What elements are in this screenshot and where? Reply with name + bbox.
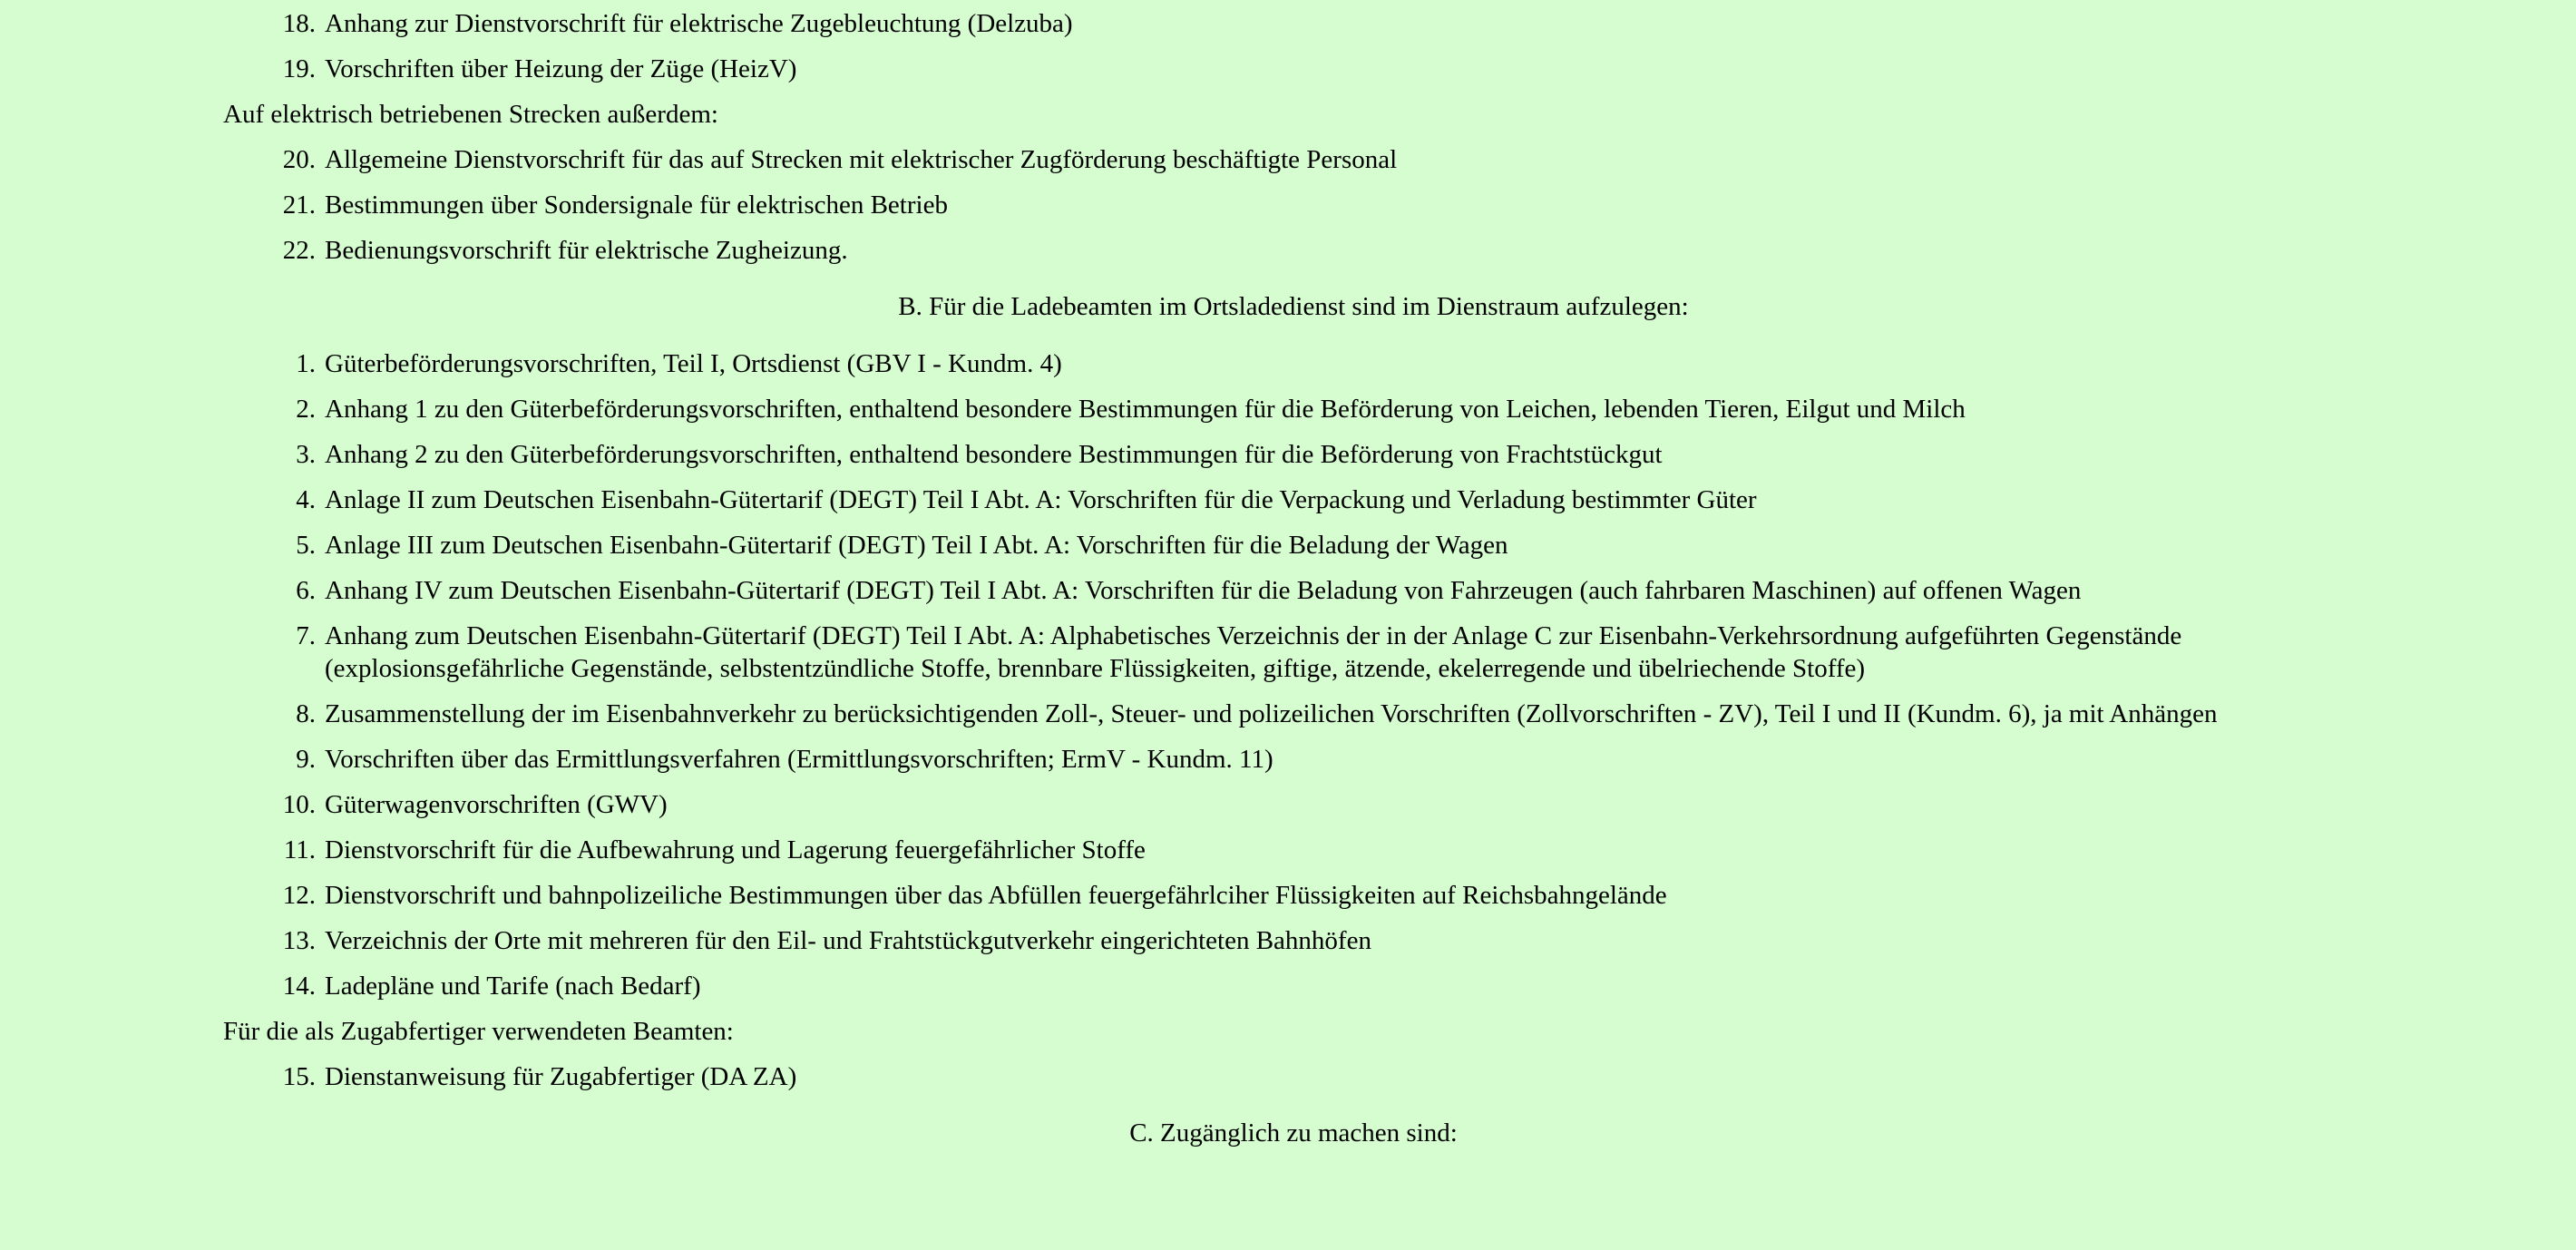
list-item-text: Anhang IV zum Deutschen Eisenbahn-Gütertarif (DEGT) Teil I Abt. A: Vorschriften für die Beladung von Fahrzeugen (auch fahrbaren Maschinen) auf offenen Wagen xyxy=(325,576,2082,605)
list-item-number: 20. xyxy=(282,145,316,174)
list-item-number: 8. xyxy=(296,699,316,728)
list-item xyxy=(223,743,2364,776)
list-item-text: Dienstvorschrift für die Aufbewahrung und Lagerung feuergefährlicher Stoffe xyxy=(325,835,1146,864)
list-item xyxy=(223,788,2364,821)
list-item-text: Anhang zur Dienstvorschrift für elektrische Zugebleuchtung (Delzuba) xyxy=(325,9,1073,38)
list-item xyxy=(223,347,2364,380)
list-item-number: 1. xyxy=(296,349,316,378)
list-item-number: 12. xyxy=(282,881,316,910)
list-item-number: 9. xyxy=(296,745,316,774)
list-item-number: 18. xyxy=(282,9,316,38)
list-item-text: Verzeichnis der Orte mit mehreren für den Eil- und Frahtstückgutverkehr eingerichteten Bahnhöfen xyxy=(325,926,1371,955)
list-item-text: Anhang 1 zu den Güterbeförderungsvorschriften, enthaltend besondere Bestimmungen für die Beförderung von Leichen, lebenden Tieren, Eilgut und Milch xyxy=(325,395,1966,424)
list-item-text: Vorschriften über das Ermittlungsverfahren (Ermittlungsvorschriften; ErmV - Kundm. 11) xyxy=(325,745,1273,774)
list-item-text: Dienstvorschrift und bahnpolizeiliche Bestimmungen über das Abfüllen feuergefährlciher Flüssigkeiten auf Reichsbahngelände xyxy=(325,881,1667,910)
list-item xyxy=(223,7,2364,40)
section-c-heading: C. Zugänglich zu machen sind: xyxy=(1129,1118,1458,1147)
list-item-text: Güterbeförderungsvorschriften, Teil I, Ortsdienst (GBV I - Kundm. 4) xyxy=(325,349,1062,378)
section-a-subheading: Auf elektrisch betriebenen Strecken außerdem: xyxy=(223,100,718,129)
list-item-text: Anlage III zum Deutschen Eisenbahn-Gütertarif (DEGT) Teil I Abt. A: Vorschriften für die Beladung der Wagen xyxy=(325,531,1508,560)
list-item-text: Anlage II zum Deutschen Eisenbahn-Gütertarif (DEGT) Teil I Abt. A: Vorschriften für die Verpackung und Verladung bestimmter Güter xyxy=(325,485,1757,514)
spacer xyxy=(223,1106,2364,1117)
list-item-text: Dienstanweisung für Zugabfertiger (DA ZA) xyxy=(325,1062,797,1091)
list-item-text: Zusammenstellung der im Eisenbahnverkehr zu berücksichtigenden Zoll-, Steuer- und polizeilichen Vorschriften (Zollvorschriften - ZV), Teil I und II (Kundm. 6), ja mit Anhängen xyxy=(325,699,2218,728)
list-item xyxy=(223,529,2364,562)
section-b-subheading: Für die als Zugabfertiger verwendeten Beamten: xyxy=(223,1017,734,1046)
list-item xyxy=(223,924,2364,957)
list-item-text: Bestimmungen über Sondersignale für elektrischen Betrieb xyxy=(325,190,948,220)
list-item xyxy=(223,483,2364,516)
list-item xyxy=(223,143,2364,176)
section-a-list-part2 xyxy=(223,143,2364,267)
list-item xyxy=(223,393,2364,425)
list-item-number: 21. xyxy=(282,190,316,220)
list-item xyxy=(223,234,2364,267)
list-item xyxy=(223,438,2364,471)
list-item-number: 15. xyxy=(282,1062,316,1091)
list-item xyxy=(223,620,2364,685)
list-item xyxy=(223,970,2364,1002)
list-item-number: 19. xyxy=(282,54,316,83)
list-item-number: 14. xyxy=(282,972,316,1001)
list-item-text: Anhang zum Deutschen Eisenbahn-Gütertarif (DEGT) Teil I Abt. A: Alphabetisches Verzeichnis der in der Anlage C zur Eisenbahn-Verkehrsordnung aufgeführten Gegenstände (explosionsgefährliche Gegenstände, selbstentzündliche Stoffe, brennbare Flüssigkeiten, giftige, ätzende, ekelerregende und übelriechende Stoffe) xyxy=(325,621,2182,683)
document-content xyxy=(223,7,2364,1149)
list-item xyxy=(223,53,2364,85)
list-item-number: 2. xyxy=(296,395,316,424)
list-item xyxy=(223,879,2364,912)
list-item-text: Allgemeine Dienstvorschrift für das auf Strecken mit elektrischer Zugförderung beschäftigte Personal xyxy=(325,145,1398,174)
section-b-heading: B. Für die Ladebeamten im Ortsladedienst sind im Dienstraum aufzulegen: xyxy=(898,292,1689,321)
list-item-number: 22. xyxy=(282,236,316,265)
list-item xyxy=(223,574,2364,607)
list-item-number: 13. xyxy=(282,926,316,955)
spacer xyxy=(223,323,2364,347)
list-item-number: 11. xyxy=(283,835,316,864)
list-item-text: Vorschriften über Heizung der Züge (HeizV) xyxy=(325,54,797,83)
list-item xyxy=(223,834,2364,866)
list-item-number: 3. xyxy=(296,440,316,469)
spacer xyxy=(223,279,2364,290)
list-item xyxy=(223,698,2364,730)
list-item xyxy=(223,189,2364,221)
list-item-number: 7. xyxy=(296,621,316,650)
list-item-text: Anhang 2 zu den Güterbeförderungsvorschriften, enthaltend besondere Bestimmungen für die Beförderung von Frachtstückgut xyxy=(325,440,1663,469)
list-item-number: 6. xyxy=(296,576,316,605)
list-item-number: 4. xyxy=(296,485,316,514)
section-b-list xyxy=(223,347,2364,1002)
list-item-number: 5. xyxy=(296,531,316,560)
list-item-text: Ladepläne und Tarife (nach Bedarf) xyxy=(325,972,701,1001)
section-b-list-part2 xyxy=(223,1060,2364,1093)
list-item-number: 10. xyxy=(282,790,316,819)
list-item-text: Bedienungsvorschrift für elektrische Zugheizung. xyxy=(325,236,848,265)
list-item xyxy=(223,1060,2364,1093)
list-item-text: Güterwagenvorschriften (GWV) xyxy=(325,790,668,819)
section-a-list-part1 xyxy=(223,7,2364,85)
